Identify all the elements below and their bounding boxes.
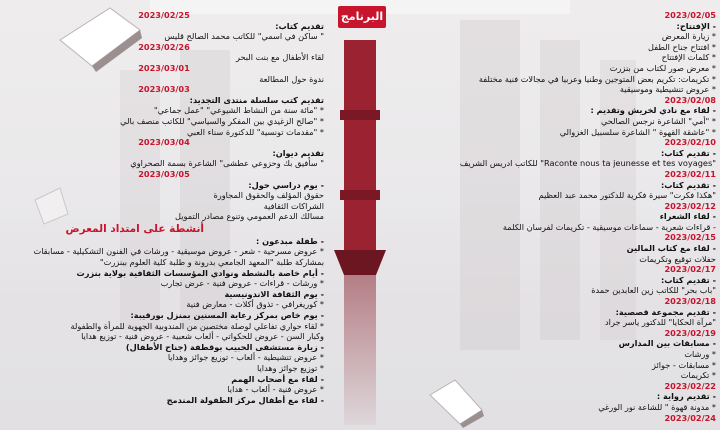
program-line: "باب بحر" للكاتب زين العابدين حمدة (591, 285, 716, 296)
program-line: حقوق المؤلف والحقوق المجاورة (213, 190, 324, 201)
program-line: " سأفيق بك وحزوعي عطشى" الشاعرة بسمة الصحراوي (130, 158, 324, 169)
program-line: - طفلة مبدعون : (256, 235, 324, 246)
program-line: - تقديم مجموعة قصصية: (615, 306, 716, 317)
program-line: * عروض تنشيطية وموسيقية (619, 84, 716, 95)
program-line: - يوم الثقافة الاندونيسية (224, 288, 324, 299)
date-line: 2023/02/24 (664, 412, 716, 423)
program-line: - لقاء مع أصحاب الهمم (231, 373, 324, 384)
program-line: * ورشات (684, 349, 716, 359)
program-line: الشراكات الثقافية (263, 200, 324, 211)
program-line: تقديم كتاب: (275, 20, 324, 31)
date-line: 2023/02/15 (664, 232, 716, 243)
program-line: "Raconte nous ta jeunesse et tes voyages" للكاتب ادريس الشريف (459, 158, 716, 169)
program-line: - أيام خاصة بالنشطة ونوادي المؤسسات الثقافية بولاية بنزرت (76, 267, 324, 278)
program-line: - الإفتتاح: (676, 20, 716, 31)
date-line: 2023/02/22 (664, 380, 716, 391)
date-line: 2023/03/04 (138, 137, 190, 148)
program-line: * كلمات الإفتتاح (661, 52, 716, 63)
program-line: - يوم دراسي حول: (248, 179, 324, 190)
program-line: * كوريغرافي - تذوق أكلات - معارض فنية (186, 299, 324, 310)
program-line: ندوة حول المطالعة (259, 73, 324, 84)
date-line: 2023/03/05 (138, 168, 190, 179)
program-line: * عروض فنية - ألعاب - هدايا (227, 384, 324, 395)
program-line: لقاء الأطفال مع بنت البحر (235, 52, 324, 63)
date-line: 2023/03/01 (138, 62, 190, 73)
program-line: * "أمي" الشاعرة نرجس الصالحي (600, 115, 716, 126)
program-line: - مسابقات بين المدارس (618, 338, 716, 349)
program-line: - تقديم كتاب: (661, 179, 716, 190)
date-line: 2023/02/18 (664, 296, 716, 307)
program-line: مسالك الدعم العمومي وتنوع مصادر التمويل (175, 211, 324, 222)
program-line: " ساكن في اسمي" للكاتب محمد الصالح قليس (164, 31, 324, 42)
program-line: * زيارة المعرض (661, 31, 716, 42)
date-line: 2023/02/05 (664, 10, 716, 20)
program-line: - لقاء مع نادي لخريش وتقديم : (590, 105, 716, 116)
date-line: 2023/02/26 (138, 41, 190, 52)
program-line: وكبار السن - عروض للحكواتي - ألعاب شعبية - عروض فنية - توزيع هدايا (81, 331, 324, 342)
program-line: * "مائة سنة من النشاط الشيوعي" "عمل جماعي" (153, 105, 324, 116)
program-line: - تقديم كتاب: (661, 147, 716, 158)
program-line: * عروض مسرحية - شعر - عروض موسيقية - ورشات في الفنون التشكيلية - مسابقات (33, 246, 324, 257)
program-line: - تقديم رواية : (656, 391, 716, 402)
date-line: 2023/03/03 (138, 84, 190, 95)
date-line: 2023/02/17 (664, 264, 716, 275)
program-line: * "مقدمات تونسية" للدكتورة سناء العبي (186, 126, 324, 137)
date-line: 2023/02/10 (664, 137, 716, 148)
program-line: * "عاشقة القهوة " الشاعرة سلسبيل الغزوالي (559, 126, 716, 137)
program-line: حفلات توقيع وتكريمات (639, 253, 716, 264)
left-column (4, 10, 324, 405)
program-line: * مسابقات - جوائز (651, 359, 716, 370)
date-line: 2023/02/12 (664, 200, 716, 211)
program-line: "هكذا فكرت" سيرة فكرية للدكتور محمد عبد العظيم (538, 190, 716, 201)
program-line: * لقاء حواري تفاعلي لوصلة مختصين من المندوبية الجهوية للمرأة والطفولة (70, 320, 324, 331)
section-heading: أنشطة على امتداد المعرض (65, 222, 204, 235)
program-line: * تكريمات: تكريم بعض المتوجين وطنيا وعربيا في مجالات فنية مختلفة (478, 73, 716, 84)
program-line: * توزيع جوائز وهدايا (257, 363, 324, 373)
right-column (416, 10, 716, 423)
program-line: - تقديم كتاب: (661, 274, 716, 285)
program-line: - قراءات شعرية - سماعات موسيقية - تكريمات لفرسان الكلمة (502, 221, 716, 232)
program-line: بمشاركة طلبة "المعهد الجامعي بدرونة و طلبة كلية العلوم ببنزرت" (99, 257, 324, 268)
date-line: 2023/02/19 (664, 327, 716, 338)
program-line: * "صالح الزغيدي بين المفكر والسياسي" للكاتب منصف بالي (120, 115, 324, 126)
program-line: * معرض صور لكتاب من بنزرت (609, 62, 716, 73)
program-line: * مدونة قهوة " للشاعة نور الورغي (598, 401, 716, 412)
date-line: 2023/02/08 (664, 94, 716, 105)
program-line: - يوم خاص بمركز رعاية المسنين بمنزل بورقيبة: (130, 310, 324, 321)
program-line: * تكريمات (680, 370, 716, 381)
date-line: 2023/02/25 (138, 10, 190, 20)
program-line: * ورشات - قراءات - عروض فنية - عرض تجارب (160, 278, 324, 289)
program-line: - لقاء مع كتاب المالين (626, 243, 716, 254)
program-line: * عروض تنشيطية - ألعاب - توزيع جوائز وهدايا (167, 352, 324, 363)
program-line: "مرآة الحكايا" للدكتور ياسر جراد (605, 317, 716, 328)
program-line: تقديم ديوان: (272, 147, 324, 158)
program-line: - لقاء مع أطفال مركز الطفولة المندمج (166, 394, 324, 405)
date-line: 2023/02/11 (664, 168, 716, 179)
program-line: * افتتاح جناح الطفل (648, 41, 716, 52)
program-line: - زيارة مستشفى الحبيب بوقطفة (جناح الأطفال) (125, 341, 324, 352)
program-banner: البرنامج (338, 6, 386, 28)
program-line: - لقاء الشعراء (659, 211, 716, 222)
program-line: تقديم كتب سلسلة منتدى التجديد: (189, 94, 324, 105)
